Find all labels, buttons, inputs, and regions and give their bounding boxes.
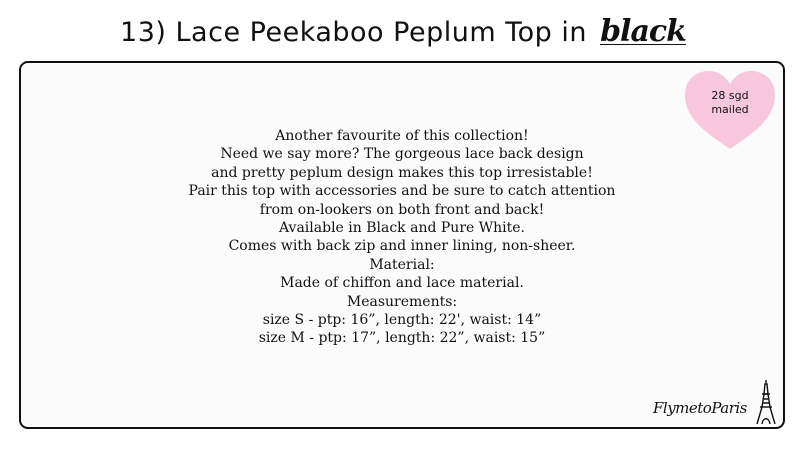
description-line: and pretty peplum design makes this top irresistable! — [211, 164, 593, 181]
product-title — [0, 14, 806, 49]
product-card — [19, 61, 785, 429]
description-line: Material: — [369, 256, 435, 273]
description-line: Comes with back zip and inner lining, non-sheer. — [228, 238, 576, 255]
description-line: Made of chiffon and lace material. — [280, 275, 524, 292]
product-title-main: 13) Lace Peekaboo Peplum Top in — [120, 17, 587, 48]
price-shipping: mailed — [711, 103, 749, 116]
description-line: size S - ptp: 16”, length: 22', waist: 14” — [262, 312, 542, 329]
description-line: Available in Black and Pure White. — [279, 220, 525, 237]
brand-logo — [653, 377, 777, 425]
description-line: Need we say more? The gorgeous lace back design — [220, 146, 584, 163]
description-line: Another favourite of this collection! — [275, 128, 529, 144]
price-text — [683, 89, 777, 117]
description-line: size M - ptp: 17”, length: 22”, waist: 15” — [258, 330, 546, 347]
product-description — [21, 127, 783, 348]
product-title-color: black — [600, 14, 686, 49]
description-line: Measurements: — [346, 293, 458, 310]
description-line: from on-lookers on both front and back! — [259, 201, 545, 218]
price-amount: 28 sgd — [711, 89, 749, 102]
brand-name: FlymetoParis — [653, 399, 747, 417]
description-line: Pair this top with accessories and be sure to catch attention — [188, 183, 616, 200]
eiffel-tower-icon — [755, 379, 777, 425]
